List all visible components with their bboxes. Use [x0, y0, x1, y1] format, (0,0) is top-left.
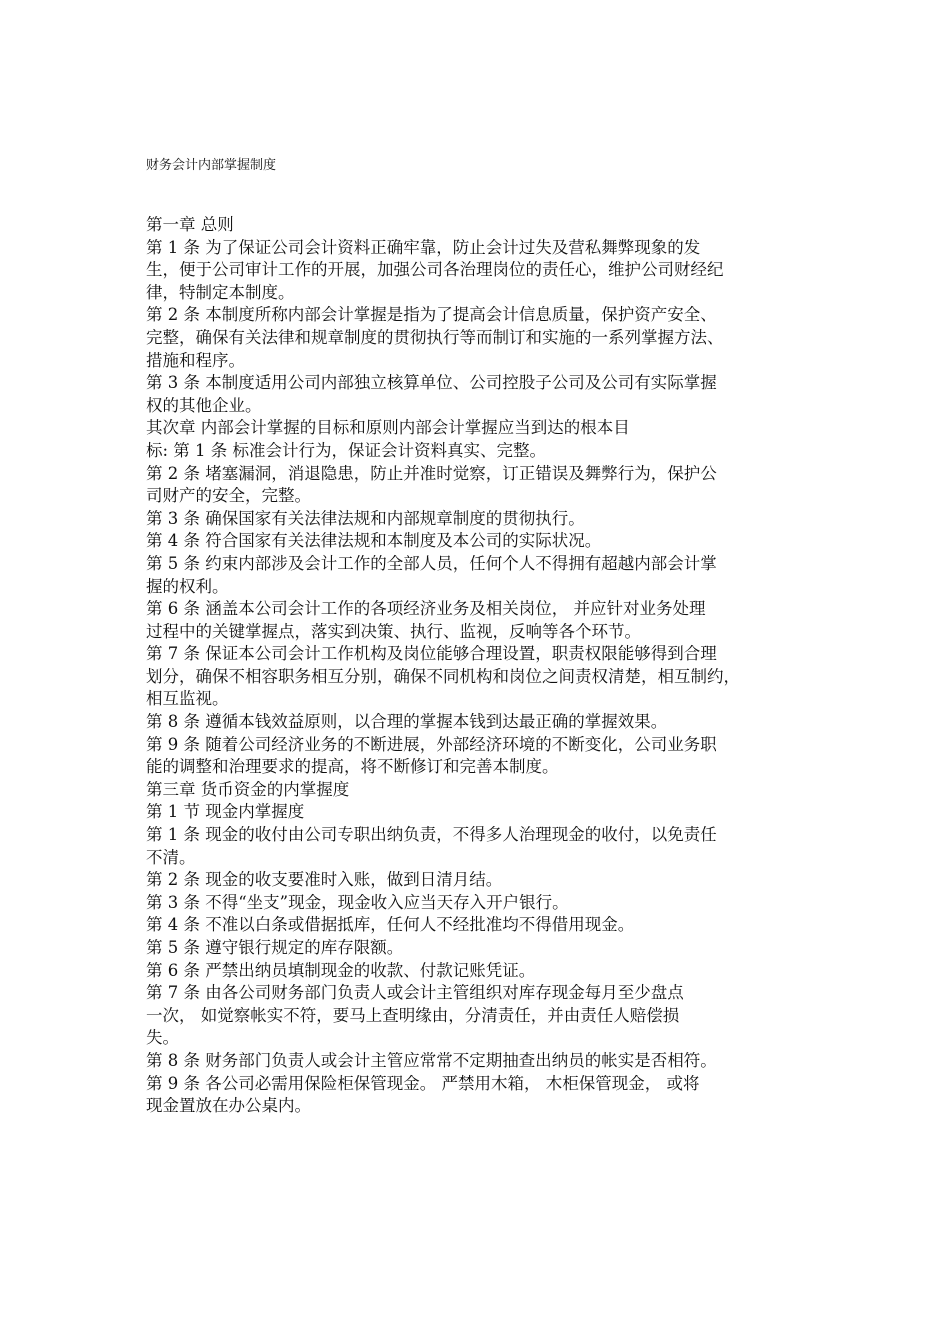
text-line: 第 6 条 涵盖本公司会计工作的各项经济业务及相关岗位， 并应针对业务处理 [146, 599, 706, 619]
document-title: 财务会计内部掌握制度 [146, 158, 277, 173]
text-line: 一次， 如觉察帐实不符，要马上查明缘由，分清责任，并由责任人赔偿损 [146, 1005, 680, 1025]
text-line: 第 7 条 保证本公司会计工作机构及岗位能够合理设置，职责权限能够得到合理 [146, 644, 717, 664]
document-body [146, 214, 816, 1118]
text-line: 不清。 [146, 847, 196, 867]
text-line: 第 8 条 财务部门负责人或会计主管应常常不定期抽查出纳员的帐实是否相符。 [146, 1050, 717, 1070]
text-line: 完整，确保有关法律和规章制度的贯彻执行等而制订和实施的一系列掌握方法、 [146, 327, 724, 347]
text-line: 第 8 条 遵循本钱效益原则，以合理的掌握本钱到达最正确的掌握效果。 [146, 712, 668, 732]
text-line: 过程中的关键掌握点，落实到决策、执行、监视，反响等各个环节。 [146, 621, 641, 641]
text-line: 划分，确保不相容职务相互分别，确保不同机构和岗位之间责权清楚，相互制约， [146, 666, 740, 686]
text-line: 现金置放在办公桌内。 [146, 1096, 311, 1116]
text-line: 能的调整和治理要求的提高，将不断修订和完善本制度。 [146, 757, 559, 777]
text-line: 第 2 条 本制度所称内部会计掌握是指为了提高会计信息质量，保护资产安全、 [146, 305, 717, 325]
text-line: 第 6 条 严禁出纳员填制现金的收款、付款记账凭证。 [146, 960, 536, 980]
text-line: 失。 [146, 1028, 179, 1048]
text-line: 第 9 条 各公司必需用保险柜保管现金。 严禁用木箱， 木柜保管现金， 或将 [146, 1073, 700, 1093]
text-line: 第 1 条 现金的收付由公司专职出纳负责，不得多人治理现金的收付，以免责任 [146, 825, 717, 845]
text-line: 第 3 条 本制度适用公司内部独立核算单位、公司控股子公司及公司有实际掌握 [146, 373, 717, 393]
text-line: 第 2 条 现金的收支要准时入账，做到日清月结。 [146, 870, 503, 890]
text-line: 司财产的安全，完整。 [146, 486, 311, 506]
text-line: 握的权利。 [146, 576, 229, 596]
text-line: 第 3 条 确保国家有关法律法规和内部规章制度的贯彻执行。 [146, 508, 585, 528]
text-line: 措施和程序。 [146, 350, 245, 370]
text-line: 第 5 条 约束内部涉及会计工作的全部人员，任何个人不得拥有超越内部会计掌 [146, 553, 717, 573]
text-line: 第 7 条 由各公司财务部门负责人或会计主管组织对库存现金每月至少盘点 [146, 983, 684, 1003]
text-line: 第 1 节 现金内掌握度 [146, 802, 305, 822]
text-line: 第 3 条 不得“坐支”现金，现金收入应当天存入开户银行。 [146, 892, 569, 912]
text-line: 律，特制定本制度。 [146, 282, 295, 302]
text-line: 第 9 条 随着公司经济业务的不断进展，外部经济环境的不断变化，公司业务职 [146, 734, 717, 754]
text-line: 第 2 条 堵塞漏洞，消退隐患，防止并准时觉察，订正错误及舞弊行为，保护公 [146, 463, 717, 483]
text-line: 第 5 条 遵守银行规定的库存限额。 [146, 938, 404, 957]
text-line: 第 4 条 不准以白条或借据抵库，任何人不经批准均不得借用现金。 [146, 915, 635, 935]
text-line: 其次章 内部会计掌握的目标和原则内部会计掌握应当到达的根本目 [146, 418, 630, 438]
text-line: 第 4 条 符合国家有关法律法规和本制度及本公司的实际状况。 [146, 531, 602, 551]
text-line: 生，便于公司审计工作的开展，加强公司各治理岗位的责任心，维护公司财经纪 [146, 260, 724, 280]
text-line: 权的其他企业。 [146, 395, 262, 415]
text-line: 相互监视。 [146, 689, 229, 709]
text-line: 第 1 条 为了保证公司会计资料正确牢靠，防止会计过失及营私舞弊现象的发 [146, 237, 701, 257]
text-line: 第一章 总则 [146, 215, 234, 234]
text-line: 标: 第 1 条 标准会计行为，保证会计资料真实、完整。 [146, 440, 547, 460]
text-line: 第三章 货币资金的内掌握度 [146, 779, 350, 799]
